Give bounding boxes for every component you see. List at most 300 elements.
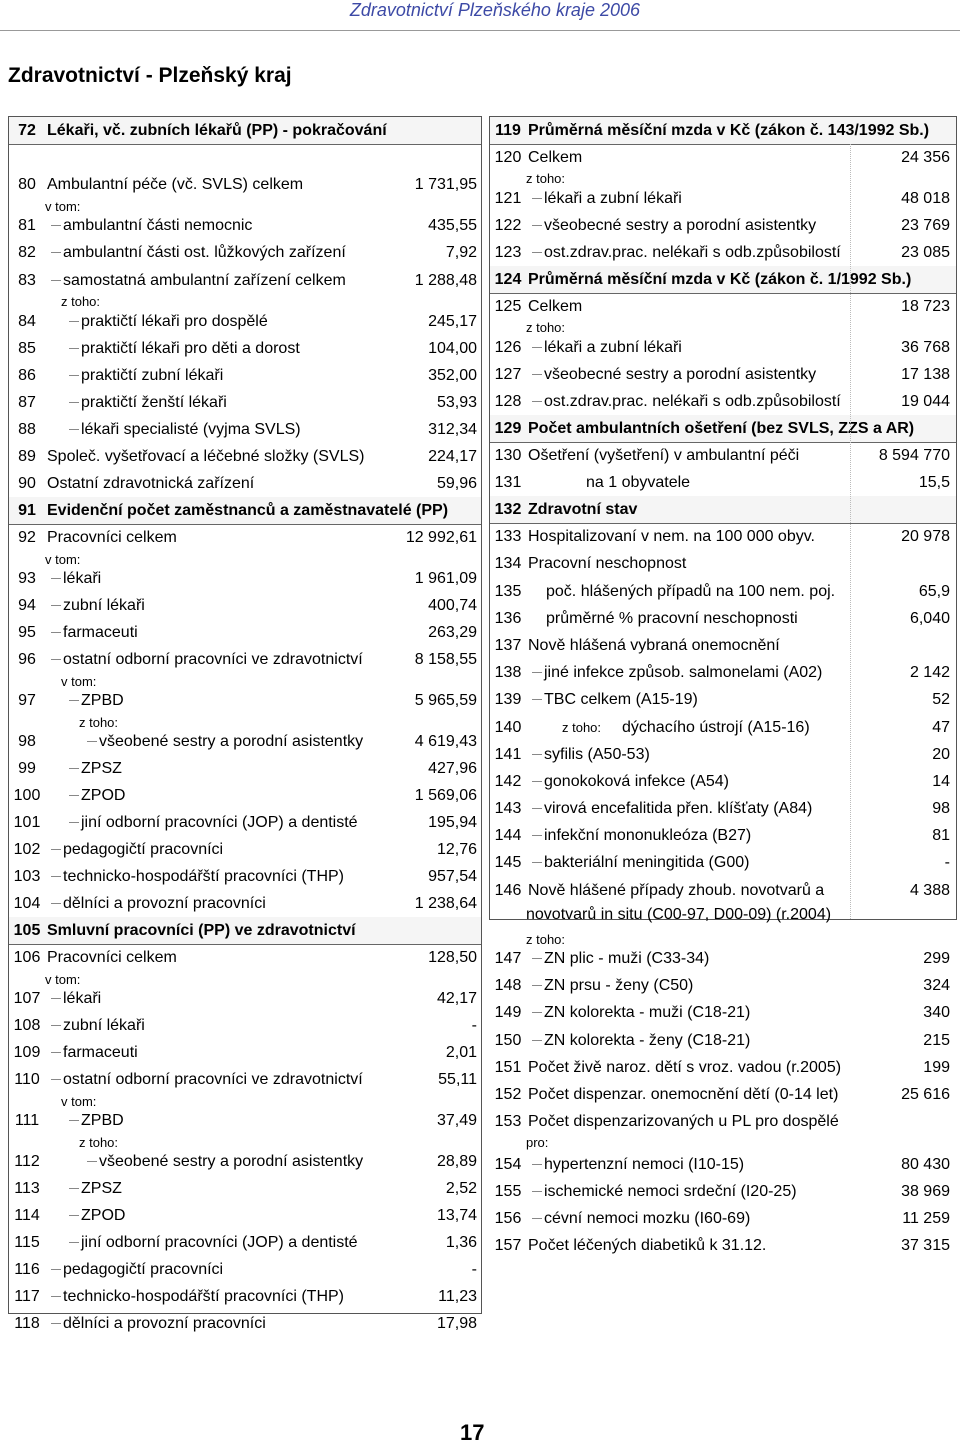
table-row — [9, 1283, 481, 1310]
row-label: ostatní odborní pracovníci ve zdravotnictví — [63, 651, 363, 668]
row-number: 122 — [494, 217, 522, 234]
row-value: 5 965,59 — [414, 692, 477, 709]
row-number: 141 — [494, 746, 522, 763]
row-number: 91 — [18, 502, 36, 519]
tree-connector — [532, 835, 542, 836]
table-row — [490, 496, 956, 524]
row-value: 340 — [923, 1004, 950, 1021]
row-label: bakteriální meningitida (G00) — [544, 854, 750, 871]
row-label: Hospitalizovaní v nem. na 100 000 obyv. — [528, 528, 815, 545]
row-value: 24 356 — [901, 149, 950, 166]
tree-connector — [51, 225, 61, 226]
row-value: - — [944, 854, 950, 871]
left-table — [8, 116, 482, 1332]
table-row — [490, 1232, 956, 1259]
table-row — [490, 1054, 956, 1081]
subgroup-label: z toho: — [79, 1135, 119, 1150]
row-label: ost.zdrav.prac. nelékaři s odb.způsobilostí — [544, 244, 841, 261]
row-value: 80 430 — [901, 1156, 950, 1173]
row-number: 131 — [494, 474, 522, 491]
row-label: farmaceuti — [63, 1044, 138, 1061]
tree-connector — [532, 672, 542, 673]
table-row — [490, 469, 956, 496]
row-value: 7,92 — [445, 244, 477, 261]
table-row — [490, 266, 956, 294]
table-row — [490, 239, 956, 266]
row-value: 324 — [923, 977, 950, 994]
tree-connector — [69, 1188, 79, 1189]
row-label: poč. hlášených případů na 100 nem. poj. — [546, 583, 836, 600]
tree-connector — [69, 1242, 79, 1243]
tree-connector — [51, 578, 61, 579]
row-value: 6,040 — [909, 610, 950, 627]
table-row — [9, 565, 481, 592]
row-label: TBC celkem (A15-19) — [544, 691, 698, 708]
tree-connector — [51, 849, 61, 850]
row-value: 37,49 — [436, 1112, 477, 1129]
row-value: 1 238,64 — [414, 895, 477, 912]
row-value: 20 — [932, 746, 950, 763]
row-label: všeobené sestry a porodní asistentky — [99, 1153, 364, 1170]
row-value: 299 — [923, 950, 950, 967]
row-number: 139 — [494, 691, 522, 708]
row-number: 133 — [494, 528, 522, 545]
table-row — [9, 212, 481, 239]
table-row — [9, 1175, 481, 1202]
table-row — [9, 1256, 481, 1283]
row-number: 119 — [495, 122, 521, 139]
subgroup-label: z toho: — [61, 294, 101, 309]
row-label: syfilis (A50-53) — [544, 746, 650, 763]
tree-connector — [532, 374, 542, 375]
row-number: 95 — [18, 624, 36, 641]
row-number: 102 — [13, 841, 41, 858]
row-number: 101 — [13, 814, 41, 831]
tree-connector — [532, 1012, 542, 1013]
table-row — [9, 497, 481, 525]
table-row — [490, 293, 956, 320]
row-number: 116 — [14, 1261, 40, 1278]
tree-connector — [532, 225, 542, 226]
row-number: 97 — [18, 692, 36, 709]
row-label: ZPOD — [81, 1207, 126, 1224]
row-label: jiní odborní pracovníci (JOP) a dentisté — [81, 814, 358, 831]
tree-connector — [69, 402, 79, 403]
tree-connector — [51, 998, 61, 999]
row-value: 12 992,61 — [405, 529, 477, 546]
table-row — [490, 442, 956, 469]
row-number: 107 — [13, 990, 41, 1007]
row-label: průměrné % pracovní neschopnosti — [546, 610, 798, 627]
row-number: 157 — [494, 1237, 522, 1254]
row-number: 103 — [13, 868, 41, 885]
row-label: ischemické nemoci srdeční (I20-25) — [544, 1183, 797, 1200]
row-value: 28,89 — [436, 1153, 477, 1170]
row-value: 2,01 — [445, 1044, 477, 1061]
subgroup-label: v tom: — [45, 199, 81, 214]
table-row — [9, 619, 481, 646]
table-row — [9, 836, 481, 863]
table-row — [490, 212, 956, 239]
subgroup-label: z toho: — [562, 720, 602, 735]
row-label: zubní lékaři — [63, 597, 145, 614]
row-number: 90 — [18, 475, 36, 492]
table-row — [490, 1027, 956, 1054]
row-label: ZPBD — [81, 692, 124, 709]
table-row — [490, 117, 956, 145]
row-label: Nově hlášená vybraná onemocnění — [528, 637, 780, 654]
tree-connector — [69, 1120, 79, 1121]
tree-connector — [51, 1025, 61, 1026]
subgroup-label: z toho: — [526, 932, 566, 947]
row-value: 1 569,06 — [414, 787, 477, 804]
subgroup-label: v tom: — [61, 1094, 97, 1109]
table-row — [9, 1012, 481, 1039]
row-value: 18 723 — [901, 298, 950, 315]
row-value: 215 — [923, 1032, 950, 1049]
row-number: 94 — [18, 597, 36, 614]
row-number: 117 — [14, 1288, 40, 1305]
column-divider — [850, 144, 851, 919]
row-value: 25 616 — [901, 1086, 950, 1103]
table-row — [490, 795, 956, 822]
table-row — [9, 267, 481, 294]
row-value: 104,00 — [428, 340, 477, 357]
row-number: 134 — [494, 555, 522, 572]
row-label: ambulantní části ost. lůžkových zařízení — [63, 244, 346, 261]
table-row — [9, 985, 481, 1012]
subgroup-label: z toho: — [526, 171, 566, 186]
row-value: 427,96 — [428, 760, 477, 777]
row-value: 2,52 — [445, 1180, 477, 1197]
table-row — [9, 362, 481, 389]
row-number: 144 — [494, 827, 522, 844]
table-row — [490, 361, 956, 388]
row-value: 263,29 — [428, 624, 477, 641]
row-number: 132 — [494, 501, 522, 518]
row-value: 352,00 — [428, 367, 477, 384]
row-value: 23 769 — [901, 217, 950, 234]
row-number: 98 — [18, 733, 36, 750]
tree-connector — [51, 659, 61, 660]
table-row — [9, 782, 481, 809]
running-title: Zdravotnictví Plzeňského kraje 2006 — [349, 0, 640, 20]
row-number: 96 — [18, 651, 36, 668]
table-row — [490, 714, 956, 741]
row-label: ZPSZ — [81, 1180, 122, 1197]
row-number: 87 — [18, 394, 36, 411]
table-row — [490, 1178, 956, 1205]
row-label: Průměrná měsíční mzda v Kč (zákon č. 1/1992 Sb.) — [528, 271, 912, 288]
row-label: technicko-hospodářští pracovníci (THP) — [63, 1288, 344, 1305]
row-value: 52 — [932, 691, 950, 708]
table-row — [9, 117, 481, 145]
row-number: 111 — [14, 1112, 40, 1129]
tree-connector — [51, 1269, 61, 1270]
row-value: 4 619,43 — [414, 733, 477, 750]
row-value: 1,36 — [445, 1234, 477, 1251]
tree-connector — [87, 741, 97, 742]
tree-connector — [532, 198, 542, 199]
row-number: 82 — [18, 244, 36, 261]
tree-connector — [69, 429, 79, 430]
row-value: 4 388 — [909, 882, 950, 899]
row-label: technicko-hospodářští pracovníci (THP) — [63, 868, 344, 885]
row-number: 106 — [13, 949, 41, 966]
table-row — [9, 809, 481, 836]
row-value: 1 288,48 — [414, 272, 477, 289]
table-row — [9, 171, 481, 198]
row-label: jiné infekce způsob. salmonelami (A02) — [544, 664, 823, 681]
table-row — [9, 1229, 481, 1256]
row-label: praktičtí ženští lékaři — [81, 394, 227, 411]
row-value: 23 085 — [901, 244, 950, 261]
table-row — [9, 1039, 481, 1066]
table-row — [9, 416, 481, 443]
row-number: 85 — [18, 340, 36, 357]
table-row — [9, 1310, 481, 1337]
row-number: 112 — [14, 1153, 40, 1170]
row-value: 47 — [932, 719, 950, 736]
header-rule — [0, 30, 960, 31]
row-label: Ošetření (vyšetření) v ambulantní péči — [528, 447, 800, 464]
row-label: farmaceuti — [63, 624, 138, 641]
table-row — [9, 687, 481, 714]
row-number: 123 — [494, 244, 522, 261]
row-number: 135 — [494, 583, 522, 600]
row-label: dělníci a provozní pracovníci — [63, 895, 266, 912]
row-value: 65,9 — [918, 583, 950, 600]
row-number: 150 — [494, 1032, 522, 1049]
row-label: Ambulantní péče (vč. SVLS) celkem — [47, 176, 304, 193]
row-label: jiní odborní pracovníci (JOP) a dentisté — [81, 1234, 358, 1251]
tree-connector — [532, 754, 542, 755]
tree-connector — [51, 1052, 61, 1053]
table-row — [490, 972, 956, 999]
row-value: 42,17 — [436, 990, 477, 1007]
tree-connector — [532, 781, 542, 782]
tree-connector — [87, 1161, 97, 1162]
tree-connector — [51, 1296, 61, 1297]
subgroup-label: v tom: — [45, 972, 81, 987]
row-number: 84 — [18, 313, 36, 330]
row-value: 400,74 — [428, 597, 477, 614]
tree-connector — [532, 1191, 542, 1192]
table-row — [490, 1108, 956, 1135]
row-number: 138 — [494, 664, 522, 681]
tree-connector — [51, 1079, 61, 1080]
row-number: 121 — [494, 190, 522, 207]
row-number: 88 — [18, 421, 36, 438]
row-label: ost.zdrav.prac. nelékaři s odb.způsobilostí — [544, 393, 841, 410]
row-label: ostatní odborní pracovníci ve zdravotnictví — [63, 1071, 363, 1088]
row-value: 195,94 — [428, 814, 477, 831]
table-row — [490, 388, 956, 415]
tree-connector — [532, 958, 542, 959]
table-row — [490, 144, 956, 171]
table-row — [9, 470, 481, 497]
table-row — [9, 890, 481, 917]
row-number: 86 — [18, 367, 36, 384]
row-number: 130 — [494, 447, 522, 464]
row-label: zubní lékaři — [63, 1017, 145, 1034]
row-number: 93 — [18, 570, 36, 587]
row-value: 48 018 — [901, 190, 950, 207]
row-value: 11,23 — [438, 1288, 477, 1305]
table-row — [490, 334, 956, 361]
row-label: lékaři a zubní lékaři — [544, 339, 682, 356]
table-row — [490, 659, 956, 686]
row-number: 142 — [494, 773, 522, 790]
table-row — [490, 999, 956, 1026]
row-label: gonokoková infekce (A54) — [544, 773, 729, 790]
row-label: pedagogičtí pracovníci — [63, 841, 224, 858]
row-label: Počet živě naroz. dětí s vroz. vadou (r.2005) — [528, 1059, 842, 1076]
table-row — [490, 185, 956, 212]
row-value: 8 594 770 — [878, 447, 950, 464]
table-row — [9, 308, 481, 335]
row-value: 8 158,55 — [414, 651, 477, 668]
table-row — [490, 1081, 956, 1108]
row-label: na 1 obyvatele — [586, 474, 691, 491]
tree-connector — [51, 632, 61, 633]
subgroup-label: z toho: — [79, 715, 119, 730]
row-label: Celkem — [528, 298, 583, 315]
row-number: 148 — [494, 977, 522, 994]
row-label: ZN plic - muži (C33-34) — [544, 950, 710, 967]
table-row — [490, 578, 956, 605]
table-row — [9, 335, 481, 362]
table-row — [490, 523, 956, 550]
row-number: 156 — [494, 1210, 522, 1227]
row-number: 109 — [13, 1044, 41, 1061]
tree-connector — [532, 985, 542, 986]
row-label: ZN kolorekta - muži (C18-21) — [544, 1004, 751, 1021]
row-label: praktičtí lékaři pro dospělé — [81, 313, 268, 330]
tree-connector — [69, 822, 79, 823]
tree-connector — [69, 375, 79, 376]
row-label: infekční mononukleóza (B27) — [544, 827, 752, 844]
row-number: 124 — [494, 271, 522, 288]
tree-connector — [69, 768, 79, 769]
table-row — [490, 1151, 956, 1178]
row-number: 100 — [13, 787, 41, 804]
table-row — [490, 605, 956, 632]
row-label: dýchacího ústrojí (A15-16) — [622, 719, 810, 736]
row-value: 1 961,09 — [414, 570, 477, 587]
row-label: Společ. vyšetřovací a léčebné složky (SVLS) — [47, 448, 365, 465]
row-value: 199 — [923, 1059, 950, 1076]
row-label: Průměrná měsíční mzda v Kč (zákon č. 143/1992 Sb.) — [528, 122, 930, 139]
table-row — [9, 443, 481, 470]
row-number: 126 — [494, 339, 522, 356]
row-number: 128 — [494, 393, 522, 410]
tree-connector — [532, 252, 542, 253]
row-number: 92 — [18, 529, 36, 546]
row-value: 37 315 — [901, 1237, 950, 1254]
row-number: 149 — [494, 1004, 522, 1021]
row-number: 151 — [494, 1059, 522, 1076]
row-label: všeobecné sestry a porodní asistentky — [544, 217, 817, 234]
row-label: ambulantní části nemocnic — [63, 217, 253, 234]
tree-connector — [51, 1323, 61, 1324]
row-label: Počet léčených diabetiků k 31.12. — [528, 1237, 767, 1254]
row-number: 125 — [494, 298, 522, 315]
table-row — [490, 632, 956, 659]
row-number: 146 — [494, 882, 522, 899]
tree-connector — [69, 348, 79, 349]
table-row — [9, 239, 481, 266]
row-value: - — [471, 1261, 477, 1278]
row-label: virová encefalitida přen. klíšťaty (A84) — [544, 800, 813, 817]
table-row — [9, 944, 481, 971]
row-label: všeobecné sestry a porodní asistentky — [544, 366, 817, 383]
row-label: hypertenzní nemoci (I10-15) — [544, 1156, 745, 1173]
row-number: 127 — [494, 366, 522, 383]
row-number: 104 — [13, 895, 41, 912]
row-label: ZN kolorekta - ženy (C18-21) — [544, 1032, 751, 1049]
row-number: 110 — [14, 1071, 40, 1088]
row-value: 17 138 — [901, 366, 950, 383]
row-label: praktičtí zubní lékaři — [81, 367, 224, 384]
row-value: 19 044 — [901, 393, 950, 410]
table-row — [9, 524, 481, 551]
row-label: Pracovní neschopnost — [528, 555, 687, 572]
row-value: 2 142 — [909, 664, 950, 681]
row-number: 89 — [18, 448, 36, 465]
row-number: 153 — [494, 1113, 522, 1130]
subgroup-label: v tom: — [45, 552, 81, 567]
tree-connector — [532, 1040, 542, 1041]
row-number: 140 — [494, 719, 522, 736]
tree-connector — [69, 795, 79, 796]
subgroup-label: novotvarů in situ (C00-97, D00-09) (r.2004) — [526, 906, 832, 923]
row-value: 957,54 — [428, 868, 477, 885]
tree-connector — [51, 876, 61, 877]
row-label: lékaři — [63, 570, 102, 587]
row-number: 108 — [13, 1017, 41, 1034]
row-value: 224,17 — [428, 448, 477, 465]
row-label: Lékaři, vč. zubních lékařů (PP) - pokračování — [47, 122, 387, 139]
row-number: 155 — [494, 1183, 522, 1200]
row-number: 113 — [14, 1180, 40, 1197]
row-number: 99 — [18, 760, 36, 777]
tree-connector — [69, 700, 79, 701]
row-label: pedagogičtí pracovníci — [63, 1261, 224, 1278]
row-number: 105 — [13, 922, 41, 939]
row-number: 147 — [494, 950, 522, 967]
row-value: 17,98 — [436, 1315, 477, 1332]
table-row — [9, 755, 481, 782]
row-value: 20 978 — [901, 528, 950, 545]
tree-connector — [69, 321, 79, 322]
row-label: dělníci a provozní pracovníci — [63, 1315, 266, 1332]
tree-connector — [532, 1218, 542, 1219]
tree-connector — [532, 1164, 542, 1165]
row-label: ZPOD — [81, 787, 126, 804]
row-label: ZPBD — [81, 1112, 124, 1129]
subgroup-label: z toho: — [526, 320, 566, 335]
row-value: 14 — [932, 773, 950, 790]
table-row — [490, 849, 956, 876]
tree-connector — [532, 699, 542, 700]
tree-connector — [51, 280, 61, 281]
row-label: ZN prsu - ženy (C50) — [544, 977, 694, 994]
row-label: cévní nemoci mozku (I60-69) — [544, 1210, 751, 1227]
row-label: lékaři a zubní lékaři — [544, 190, 682, 207]
table-row — [9, 917, 481, 945]
row-value: 11 259 — [902, 1210, 950, 1227]
